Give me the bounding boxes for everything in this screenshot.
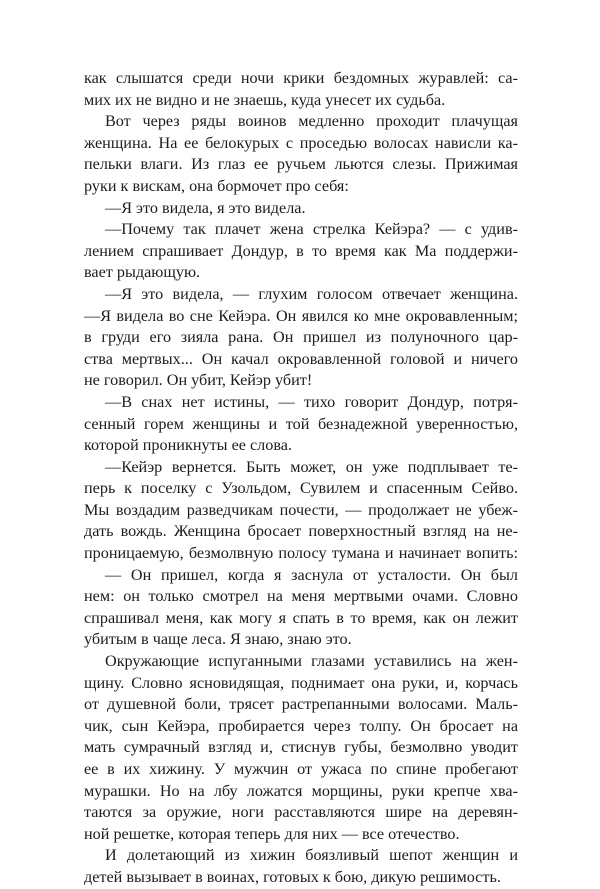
text-line: проницаемую, безмолвную полосу тумана и начинает вопить: — [84, 544, 518, 563]
text-line: в груди его зияла рана. Он пришел из полуночного цар- — [84, 328, 518, 347]
text-line: таются за оружие, ноги расставляются шире на деревян- — [84, 803, 518, 822]
text-line: Окружающие испуганными глазами уставились на жен- — [105, 652, 518, 671]
text-line: —Я видела во сне Кейэра. Он явился ко мне окровавленным; — [84, 306, 518, 325]
text-line: —Я это видела, я это видела. — [105, 198, 306, 217]
text-line: чик, сын Кейэра, пробирается через толпу. Он бросает на — [84, 716, 518, 735]
text-line: не говорил. Он убит, Кейэр убит! — [84, 371, 313, 390]
text-line: ства мертвых... Он качал окровавленной головой и ничего — [84, 349, 518, 368]
text-line: мурашки. Но на лбу ложатся морщины, руки крепче хва- — [84, 781, 518, 800]
text-line: руки к вискам, она бормочет про себя: — [84, 176, 349, 195]
text-line: щину. Словно ясновидящая, поднимает она руки, и, корчась — [84, 673, 518, 692]
text-line: от душевной боли, трясет растрепанными волосами. Маль- — [84, 695, 518, 714]
text-line: ной решетке, которая теперь для них — все отечество. — [84, 824, 460, 843]
text-line: — Он пришел, когда я заснула от усталости. Он был — [105, 565, 518, 584]
text-line: Мы воздадим разведчикам почести, — продолжает не убеж- — [84, 500, 518, 519]
text-line: сенный горем женщины и той безнадежной уверенностью, — [84, 414, 518, 433]
text-line: перь к поселку с Узольдом, Сувилем и спасенным Сейво. — [84, 479, 518, 498]
text-line: убитым в чаще леса. Я знаю, знаю это. — [84, 630, 352, 649]
text-line: дать вождь. Женщина бросает поверхностный взгляд на не- — [84, 522, 518, 541]
text-line: —Почему так плачет жена стрелка Кейэра? — с удив- — [105, 220, 518, 239]
text-line: которой проникнуты ее слова. — [84, 436, 293, 455]
text-line: —В снах нет истины, — тихо говорит Дондур, потря- — [105, 392, 518, 411]
text-line: как слышатся среди ночи крики бездомных журавлей: са- — [84, 69, 518, 87]
text-line: детей вызывает в воинах, готовых к бою, дикую решимость. — [84, 867, 501, 886]
text-line: нем: он только смотрел на меня мертвыми очами. Словно — [84, 587, 518, 606]
text-line: —Я это видела, — глухим голосом отвечает женщина. — [105, 284, 518, 303]
text-line: мать сумрачный взгляд и, стиснув губы, безмолвно уводит — [84, 738, 518, 757]
text-line: женщина. На ее белокурых с проседью волосах нависли ка- — [84, 133, 518, 152]
text-line: И долетающий из хижин боязливый шепот женщин и — [105, 846, 518, 865]
text-line: пельки влаги. Из глаз ее ручьем льются слезы. Прижимая — [84, 155, 518, 174]
text-line: —Кейэр вернется. Быть может, он уже подплывает те- — [105, 457, 518, 476]
text-line: лением спрашивает Дондур, в то время как Ма поддержи- — [84, 241, 518, 260]
text-line: мих их не видно и не знаешь, куда унесет их судьба. — [84, 90, 446, 109]
text-line: Вот через ряды воинов медленно проходит плачущая — [105, 112, 518, 131]
text-line: спрашивал меня, как могу я спать в то время, как он лежит — [84, 608, 518, 627]
book-page — [84, 68, 518, 889]
text-line: вает рыдающую. — [84, 263, 201, 282]
text-line: ее в их хижину. У мужчин от ужаса по спине пробегают — [84, 760, 518, 778]
